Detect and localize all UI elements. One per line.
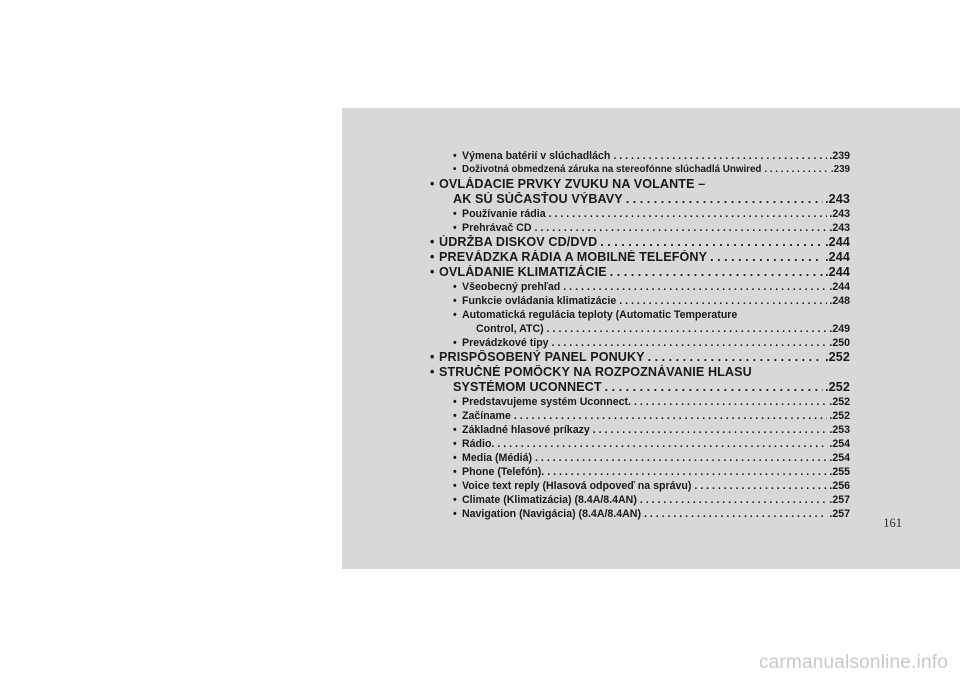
- toc-entry-page: .248: [829, 295, 850, 307]
- toc-entry-page: .244: [825, 250, 850, 264]
- toc-section-entry: [430, 177, 850, 192]
- toc-entry-page: .257: [829, 494, 850, 506]
- toc-entry-page: .254: [829, 452, 850, 464]
- toc-section-entry: [430, 235, 850, 250]
- manual-page: [342, 108, 960, 569]
- bullet-icon: •: [453, 222, 457, 234]
- toc-subsection-entry: [430, 221, 850, 235]
- toc-entry-title: Voice text reply (Hlasová odpoveď na správu): [462, 480, 692, 492]
- toc-entry-page: .243: [829, 208, 850, 220]
- toc-subsection-entry: [430, 308, 850, 322]
- toc-entry-page: .255: [829, 466, 850, 478]
- dot-leader: [593, 423, 828, 437]
- toc-subsection-entry: [430, 507, 850, 521]
- bullet-icon: •: [453, 164, 457, 175]
- bullet-icon: •: [453, 208, 457, 220]
- toc-entry-page: .244: [825, 265, 850, 279]
- bullet-icon: •: [430, 350, 435, 364]
- toc-entry-page: .253: [829, 424, 850, 436]
- dot-leader: [610, 265, 823, 280]
- toc-entry-page: .243: [829, 222, 850, 234]
- bullet-icon: •: [453, 508, 457, 520]
- bullet-icon: •: [453, 452, 457, 464]
- bullet-icon: •: [453, 466, 457, 478]
- bullet-icon: •: [430, 250, 435, 264]
- toc-entry-title: Rádio.: [462, 438, 495, 450]
- toc-entry-page: .244: [829, 281, 850, 293]
- toc-entry-title: Funkcie ovládania klimatizácie: [462, 295, 617, 307]
- toc-entry-title: PRISPÔSOBENÝ PANEL PONUKY: [439, 350, 645, 364]
- dot-leader: [648, 350, 823, 365]
- toc-entry-title: Media (Médiá): [462, 452, 533, 464]
- toc-section-entry: [430, 380, 850, 395]
- dot-leader: [552, 336, 828, 350]
- toc-entry-title: AK SÚ SÚČASŤOU VÝBAVY: [453, 192, 623, 206]
- bullet-icon: •: [453, 295, 457, 307]
- toc-entry-title: SYSTÉMOM UCONNECT: [453, 380, 602, 394]
- toc-subsection-entry: [430, 493, 850, 507]
- toc-entry-page: .243: [825, 192, 850, 206]
- toc-subsection-entry: [430, 294, 850, 308]
- dot-leader: [600, 235, 823, 250]
- toc-subsection-entry: [430, 437, 850, 451]
- toc-entry-title: Prevádzkové tipy: [462, 337, 549, 349]
- toc-entry-title: Doživotná obmedzená záruka na stereofónne slúchadlá Unwired: [462, 164, 762, 175]
- toc-entry-title: Predstavujeme systém Uconnect.: [462, 396, 631, 408]
- toc-subsection-entry: [430, 465, 850, 479]
- dot-leader: [634, 395, 827, 409]
- dot-leader: [605, 380, 823, 395]
- toc-entry-title: PREVÁDZKA RÁDIA A MOBILNÉ TELEFÓNY: [439, 250, 708, 264]
- bullet-icon: •: [453, 410, 457, 422]
- bullet-icon: •: [453, 494, 457, 506]
- bullet-icon: •: [453, 281, 457, 293]
- toc-entry-title: Climate (Klimatizácia) (8.4A/8.4AN): [462, 494, 637, 506]
- toc-entry-page: .252: [825, 350, 850, 364]
- dot-leader: [535, 221, 828, 235]
- bullet-icon: •: [453, 309, 457, 321]
- toc-entry-title: Všeobecný prehľad: [462, 281, 561, 293]
- toc-entry-title: Výmena batérií v slúchadlách: [462, 150, 611, 162]
- dot-leader: [535, 451, 827, 465]
- toc-entry-title: Prehrávač CD: [462, 222, 532, 234]
- toc-entry-page: .252: [825, 380, 850, 394]
- table-of-contents: [430, 149, 850, 521]
- toc-section-entry: [430, 365, 850, 380]
- toc-entry-page: .249: [829, 323, 850, 335]
- toc-entry-title: Začíname: [462, 410, 511, 422]
- toc-subsection-entry: [430, 149, 850, 163]
- dot-leader: [514, 409, 828, 423]
- toc-subsection-entry: [430, 322, 850, 336]
- toc-entry-page: .244: [825, 235, 850, 249]
- toc-entry-title: OVLÁDANIE KLIMATIZÁCIE: [439, 265, 607, 279]
- toc-entry-page: .252: [829, 396, 850, 408]
- dot-leader: [764, 163, 829, 177]
- dot-leader: [497, 437, 827, 451]
- toc-entry-title: Phone (Telefón).: [462, 466, 545, 478]
- toc-subsection-entry: [430, 207, 850, 221]
- dot-leader: [644, 507, 827, 521]
- toc-entry-title: Základné hlasové príkazy: [462, 424, 590, 436]
- toc-entry-page: .254: [829, 438, 850, 450]
- bullet-icon: •: [453, 396, 457, 408]
- dot-leader: [549, 207, 828, 221]
- toc-entry-page: .257: [829, 508, 850, 520]
- dot-leader: [547, 322, 828, 336]
- bullet-icon: •: [430, 265, 435, 279]
- dot-leader: [563, 280, 827, 294]
- dot-leader: [619, 294, 827, 308]
- dot-leader: [694, 479, 827, 493]
- bullet-icon: •: [453, 438, 457, 450]
- bullet-icon: •: [453, 337, 457, 349]
- toc-subsection-entry: [430, 163, 850, 177]
- bullet-icon: •: [453, 150, 457, 162]
- dot-leader: [626, 192, 823, 207]
- toc-entry-title: STRUČNÉ POMÔCKY NA ROZPOZNÁVANIE HLASU: [439, 365, 752, 379]
- bullet-icon: •: [430, 235, 435, 249]
- toc-subsection-entry: [430, 280, 850, 294]
- dot-leader: [613, 149, 827, 163]
- toc-section-entry: [430, 250, 850, 265]
- toc-entry-page: .239: [829, 150, 850, 162]
- toc-subsection-entry: [430, 423, 850, 437]
- toc-section-entry: [430, 265, 850, 280]
- toc-subsection-entry: [430, 451, 850, 465]
- toc-subsection-entry: [430, 409, 850, 423]
- bullet-icon: •: [430, 177, 435, 191]
- toc-section-entry: [430, 192, 850, 207]
- watermark-text: carmanualsonline.info: [758, 652, 948, 673]
- toc-entry-page: .252: [829, 410, 850, 422]
- toc-entry-title: OVLÁDACIE PRVKY ZVUKU NA VOLANTE –: [439, 177, 706, 191]
- toc-subsection-entry: [430, 395, 850, 409]
- toc-subsection-entry: [430, 479, 850, 493]
- toc-entry-title: Navigation (Navigácia) (8.4A/8.4AN): [462, 508, 641, 520]
- bullet-icon: •: [453, 480, 457, 492]
- dot-leader: [640, 493, 828, 507]
- toc-entry-page: .256: [829, 480, 850, 492]
- toc-entry-title: Používanie rádia: [462, 208, 546, 220]
- bullet-icon: •: [453, 424, 457, 436]
- toc-entry-title: ÚDRŽBA DISKOV CD/DVD: [439, 235, 598, 249]
- bullet-icon: •: [430, 365, 435, 379]
- toc-section-entry: [430, 350, 850, 365]
- page-number: 161: [883, 516, 902, 530]
- toc-subsection-entry: [430, 336, 850, 350]
- toc-entry-title: Automatická regulácia teploty (Automatic Temperature: [462, 309, 738, 321]
- dot-leader: [710, 250, 823, 265]
- toc-entry-page: .239: [830, 164, 850, 175]
- dot-leader: [547, 465, 827, 479]
- toc-entry-title: Control, ATC): [476, 323, 544, 335]
- toc-entry-page: .250: [829, 337, 850, 349]
